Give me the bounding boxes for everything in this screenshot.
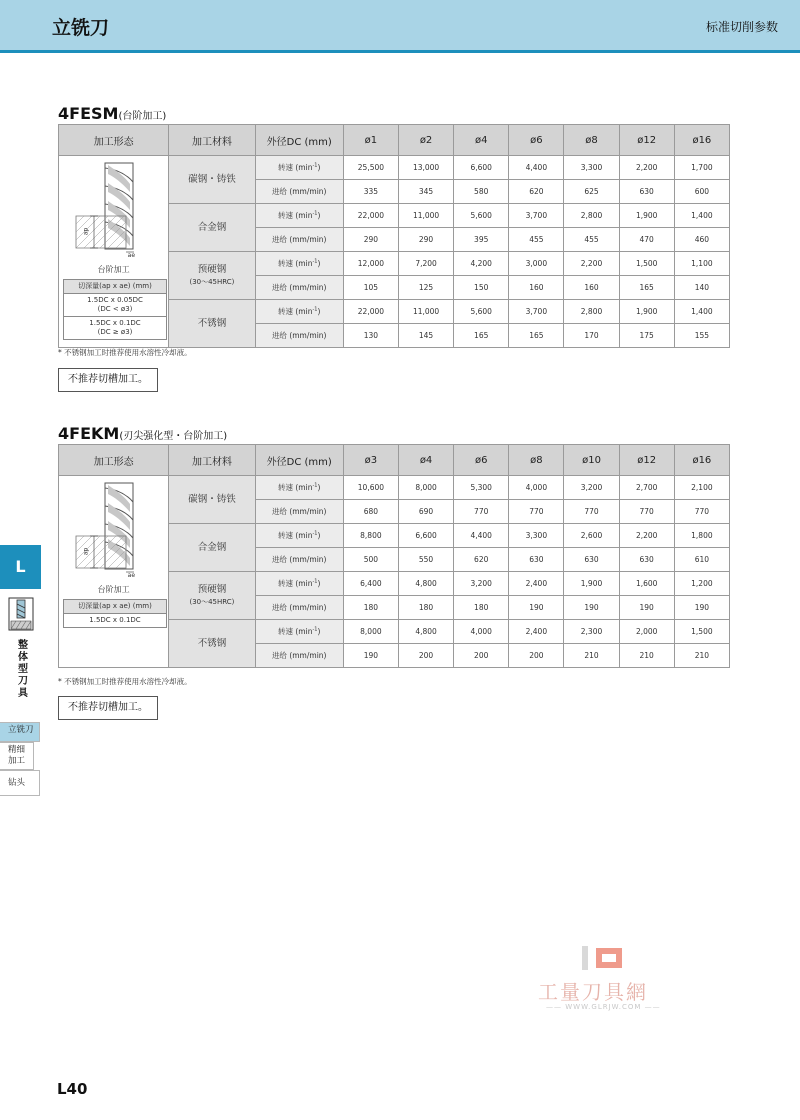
feed-value: 630 — [564, 548, 619, 572]
rpm-value: 13,000 — [398, 156, 453, 180]
column-header: 加工形态 — [59, 445, 169, 476]
depth-header: 切深量(ap x ae) (mm) — [64, 280, 167, 294]
feed-label: 进给 (mm/min) — [255, 596, 343, 620]
rpm-value: 2,000 — [619, 620, 674, 644]
rpm-value: 2,400 — [509, 620, 564, 644]
material-name: 合金钢 — [197, 221, 227, 233]
material-name: 合金钢 — [197, 541, 227, 553]
rpm-value: 2,200 — [619, 156, 674, 180]
depth-value — [64, 317, 167, 340]
feed-value: 395 — [454, 228, 509, 252]
ap-label: ap — [81, 227, 89, 236]
column-header: ø4 — [454, 125, 509, 156]
feed-value: 130 — [343, 324, 398, 348]
feed-value: 165 — [454, 324, 509, 348]
feed-value: 610 — [674, 548, 729, 572]
rpm-value: 12,000 — [343, 252, 398, 276]
no-slotting-notice: 不推荐切槽加工。 — [58, 368, 158, 392]
machining-form-cell — [59, 476, 169, 668]
table-header-row — [59, 125, 730, 156]
feed-value: 680 — [343, 500, 398, 524]
rpm-value: 2,600 — [564, 524, 619, 548]
column-header: 外径DC (mm) — [255, 445, 343, 476]
depth-value — [64, 294, 167, 317]
column-header: ø6 — [509, 125, 564, 156]
feed-value: 290 — [343, 228, 398, 252]
rpm-value: 4,000 — [454, 620, 509, 644]
rpm-value: 1,100 — [674, 252, 729, 276]
rpm-value: 6,400 — [343, 572, 398, 596]
rpm-value: 3,000 — [509, 252, 564, 276]
feed-value: 170 — [564, 324, 619, 348]
material-cell — [169, 156, 255, 204]
rpm-label: 转速 $(\min^{-1})$ — [255, 156, 343, 180]
feed-value: 335 — [343, 180, 398, 204]
feed-value: 160 — [564, 276, 619, 300]
column-header: ø16 — [674, 125, 729, 156]
material-cell — [169, 252, 255, 300]
rpm-value: 2,400 — [509, 572, 564, 596]
rpm-value: 1,200 — [674, 572, 729, 596]
page-number: L40 — [57, 1080, 88, 1098]
rpm-value: 1,400 — [674, 300, 729, 324]
feed-value: 210 — [619, 644, 674, 668]
feed-value: 625 — [564, 180, 619, 204]
material-name: 预硬钢 — [197, 263, 227, 275]
feed-value: 550 — [398, 548, 453, 572]
material-cell — [169, 476, 255, 524]
diagram-caption: 台阶加工 — [97, 585, 130, 594]
feed-value: 620 — [509, 180, 564, 204]
feed-value: 200 — [454, 644, 509, 668]
feed-value: 620 — [454, 548, 509, 572]
feed-value: 500 — [343, 548, 398, 572]
rpm-value: 2,700 — [619, 476, 674, 500]
depth-condition: (DC ≥ ø3) — [97, 328, 133, 336]
depth-condition: (DC < ø3) — [97, 305, 133, 313]
sidebar-item-drill[interactable]: 钻头 — [0, 770, 40, 796]
material-name: 预硬钢 — [197, 583, 227, 595]
feed-value: 290 — [398, 228, 453, 252]
feed-value: 105 — [343, 276, 398, 300]
rpm-value: 3,700 — [509, 300, 564, 324]
rpm-value: 5,600 — [454, 204, 509, 228]
column-header: 外径DC (mm) — [255, 125, 343, 156]
rpm-value: 4,800 — [398, 620, 453, 644]
feed-value: 190 — [619, 596, 674, 620]
column-header: ø3 — [343, 445, 398, 476]
rpm-label: 转速 $(\min^{-1})$ — [255, 524, 343, 548]
rpm-value: 5,600 — [454, 300, 509, 324]
rpm-value: 11,000 — [398, 204, 453, 228]
material-name: 不锈钢 — [197, 637, 227, 649]
feed-value: 150 — [454, 276, 509, 300]
material-name: 碳钢・铸铁 — [188, 493, 236, 505]
feed-value: 140 — [674, 276, 729, 300]
rpm-label: 转速 $(\min^{-1})$ — [255, 572, 343, 596]
rpm-value: 22,000 — [343, 300, 398, 324]
feed-value: 190 — [343, 644, 398, 668]
rpm-value: 3,700 — [509, 204, 564, 228]
table-header-row — [59, 445, 730, 476]
rpm-value: 1,900 — [619, 204, 674, 228]
rpm-value: 10,600 — [343, 476, 398, 500]
sidebar-item-finishing[interactable]: 精细加工 — [0, 742, 34, 770]
rpm-value: 2,800 — [564, 204, 619, 228]
rpm-label: 转速 $(\min^{-1})$ — [255, 476, 343, 500]
rpm-label: 转速 $(\min^{-1})$ — [255, 300, 343, 324]
feed-value: 690 — [398, 500, 453, 524]
feed-value: 455 — [564, 228, 619, 252]
feed-value: 175 — [619, 324, 674, 348]
sidebar-item-end-mill[interactable]: 立铣刀 — [0, 722, 40, 742]
column-header: 加工材料 — [169, 445, 255, 476]
rpm-label: 转速 $(\min^{-1})$ — [255, 620, 343, 644]
ap-label: ap — [81, 547, 89, 556]
depth-value-line: 1.5DC x 0.05DC — [87, 296, 143, 304]
rpm-value: 1,400 — [674, 204, 729, 228]
feed-label: 进给 (mm/min) — [255, 324, 343, 348]
feed-value: 165 — [509, 324, 564, 348]
feed-value: 770 — [619, 500, 674, 524]
rpm-value: 11,000 — [398, 300, 453, 324]
rpm-value: 5,300 — [454, 476, 509, 500]
column-header: ø12 — [619, 125, 674, 156]
rpm-value: 1,500 — [674, 620, 729, 644]
diagram-caption: 台阶加工 — [97, 265, 130, 274]
rpm-value: 3,200 — [454, 572, 509, 596]
feed-value: 770 — [674, 500, 729, 524]
feed-value: 190 — [564, 596, 619, 620]
rpm-label: 转速 $(\min^{-1})$ — [255, 252, 343, 276]
section-title-4fekm — [58, 424, 227, 443]
chapter-tab-l[interactable]: L — [0, 545, 41, 589]
column-header: ø16 — [674, 445, 729, 476]
table-row-rpm — [59, 476, 730, 500]
material-cell — [169, 620, 255, 668]
rpm-value: 4,400 — [454, 524, 509, 548]
feed-value: 200 — [398, 644, 453, 668]
rpm-value: 6,600 — [454, 156, 509, 180]
feed-label: 进给 (mm/min) — [255, 644, 343, 668]
feed-value: 160 — [509, 276, 564, 300]
column-header: ø8 — [564, 125, 619, 156]
depth-of-cut-table — [63, 279, 167, 340]
watermark-logo — [580, 944, 628, 976]
material-cell — [169, 204, 255, 252]
column-header: ø8 — [509, 445, 564, 476]
rpm-value: 2,200 — [619, 524, 674, 548]
column-header: ø2 — [398, 125, 453, 156]
product-code: 4FEKM — [58, 424, 120, 443]
feed-label: 进给 (mm/min) — [255, 548, 343, 572]
rpm-value: 4,400 — [509, 156, 564, 180]
rpm-value: 1,900 — [619, 300, 674, 324]
product-subtitle: (台阶加工) — [118, 111, 167, 122]
feed-value: 210 — [674, 644, 729, 668]
rpm-value: 4,800 — [398, 572, 453, 596]
rpm-value: 25,500 — [343, 156, 398, 180]
feed-value: 145 — [398, 324, 453, 348]
table-row-rpm — [59, 156, 730, 180]
depth-value — [64, 614, 167, 628]
section-title-4fesm — [58, 104, 166, 123]
column-header: ø4 — [398, 445, 453, 476]
feed-value: 600 — [674, 180, 729, 204]
feed-value: 630 — [619, 548, 674, 572]
rpm-value: 4,200 — [454, 252, 509, 276]
feed-value: 190 — [674, 596, 729, 620]
rpm-value: 7,200 — [398, 252, 453, 276]
material-name: 不锈钢 — [197, 317, 227, 329]
rpm-value: 22,000 — [343, 204, 398, 228]
feed-value: 155 — [674, 324, 729, 348]
rpm-value: 1,600 — [619, 572, 674, 596]
material-hardness: (30～45HRC) — [189, 597, 235, 606]
material-name: 碳钢・铸铁 — [188, 173, 236, 185]
feed-value: 180 — [398, 596, 453, 620]
rpm-value: 2,300 — [564, 620, 619, 644]
coolant-note: * 不锈钢加工时推荐使用水溶性冷却液。 — [58, 348, 192, 357]
column-header: ø10 — [564, 445, 619, 476]
column-header: ø6 — [454, 445, 509, 476]
feed-value: 630 — [619, 180, 674, 204]
category-label: 整体型刀具 — [18, 640, 28, 699]
depth-of-cut-table — [63, 599, 167, 628]
rpm-value: 1,700 — [674, 156, 729, 180]
header-section-label: 标准切削参数 — [705, 20, 778, 34]
rpm-value: 3,300 — [509, 524, 564, 548]
material-cell — [169, 524, 255, 572]
watermark-text: 工量刀具網 — [538, 980, 648, 1004]
header-bar — [0, 0, 800, 50]
feed-value: 460 — [674, 228, 729, 252]
product-code: 4FESM — [58, 104, 119, 123]
machining-form-cell — [59, 156, 169, 348]
page-title: 立铣刀 — [52, 17, 110, 39]
rpm-value: 1,900 — [564, 572, 619, 596]
feed-value: 770 — [564, 500, 619, 524]
feed-value: 200 — [509, 644, 564, 668]
feed-value: 180 — [454, 596, 509, 620]
feed-value: 470 — [619, 228, 674, 252]
rpm-value: 8,800 — [343, 524, 398, 548]
rpm-value: 8,000 — [343, 620, 398, 644]
feed-label: 进给 (mm/min) — [255, 500, 343, 524]
feed-label: 进给 (mm/min) — [255, 180, 343, 204]
column-header: ø12 — [619, 445, 674, 476]
rpm-value: 2,800 — [564, 300, 619, 324]
rpm-value: 3,300 — [564, 156, 619, 180]
feed-value: 165 — [619, 276, 674, 300]
feed-value: 210 — [564, 644, 619, 668]
rpm-value: 1,500 — [619, 252, 674, 276]
header-divider — [0, 50, 800, 53]
rpm-value: 4,000 — [509, 476, 564, 500]
column-header: 加工材料 — [169, 125, 255, 156]
column-header: ø1 — [343, 125, 398, 156]
ae-label: ae — [127, 572, 136, 579]
feed-value: 125 — [398, 276, 453, 300]
step-cut-diagram-icon — [68, 162, 160, 262]
feed-value: 190 — [509, 596, 564, 620]
material-cell — [169, 300, 255, 348]
material-hardness: (30～45HRC) — [189, 277, 235, 286]
product-subtitle: (刃尖强化型・台阶加工) — [119, 431, 228, 442]
cutting-conditions-table-4fekm — [58, 444, 730, 668]
rpm-value: 3,200 — [564, 476, 619, 500]
rpm-value: 8,000 — [398, 476, 453, 500]
cutting-conditions-table-4fesm — [58, 124, 730, 348]
watermark-url: —— WWW.GLRJW.COM —— — [546, 1003, 661, 1011]
feed-value: 630 — [509, 548, 564, 572]
end-mill-icon — [8, 597, 34, 635]
no-slotting-notice: 不推荐切槽加工。 — [58, 696, 158, 720]
feed-value: 770 — [509, 500, 564, 524]
column-header: 加工形态 — [59, 125, 169, 156]
rpm-value: 6,600 — [398, 524, 453, 548]
feed-label: 进给 (mm/min) — [255, 276, 343, 300]
rpm-value: 2,100 — [674, 476, 729, 500]
feed-label: 进给 (mm/min) — [255, 228, 343, 252]
depth-value-line: 1.5DC x 0.1DC — [89, 616, 141, 624]
ae-label: ae — [127, 252, 136, 259]
feed-value: 345 — [398, 180, 453, 204]
feed-value: 180 — [343, 596, 398, 620]
material-cell — [169, 572, 255, 620]
depth-header: 切深量(ap x ae) (mm) — [64, 600, 167, 614]
depth-value-line: 1.5DC x 0.1DC — [89, 319, 141, 327]
rpm-value: 1,800 — [674, 524, 729, 548]
step-cut-diagram-icon — [68, 482, 160, 582]
feed-value: 580 — [454, 180, 509, 204]
rpm-label: 转速 $(\min^{-1})$ — [255, 204, 343, 228]
rpm-value: 2,200 — [564, 252, 619, 276]
feed-value: 455 — [509, 228, 564, 252]
feed-value: 770 — [454, 500, 509, 524]
coolant-note: * 不锈钢加工时推荐使用水溶性冷却液。 — [58, 677, 192, 686]
